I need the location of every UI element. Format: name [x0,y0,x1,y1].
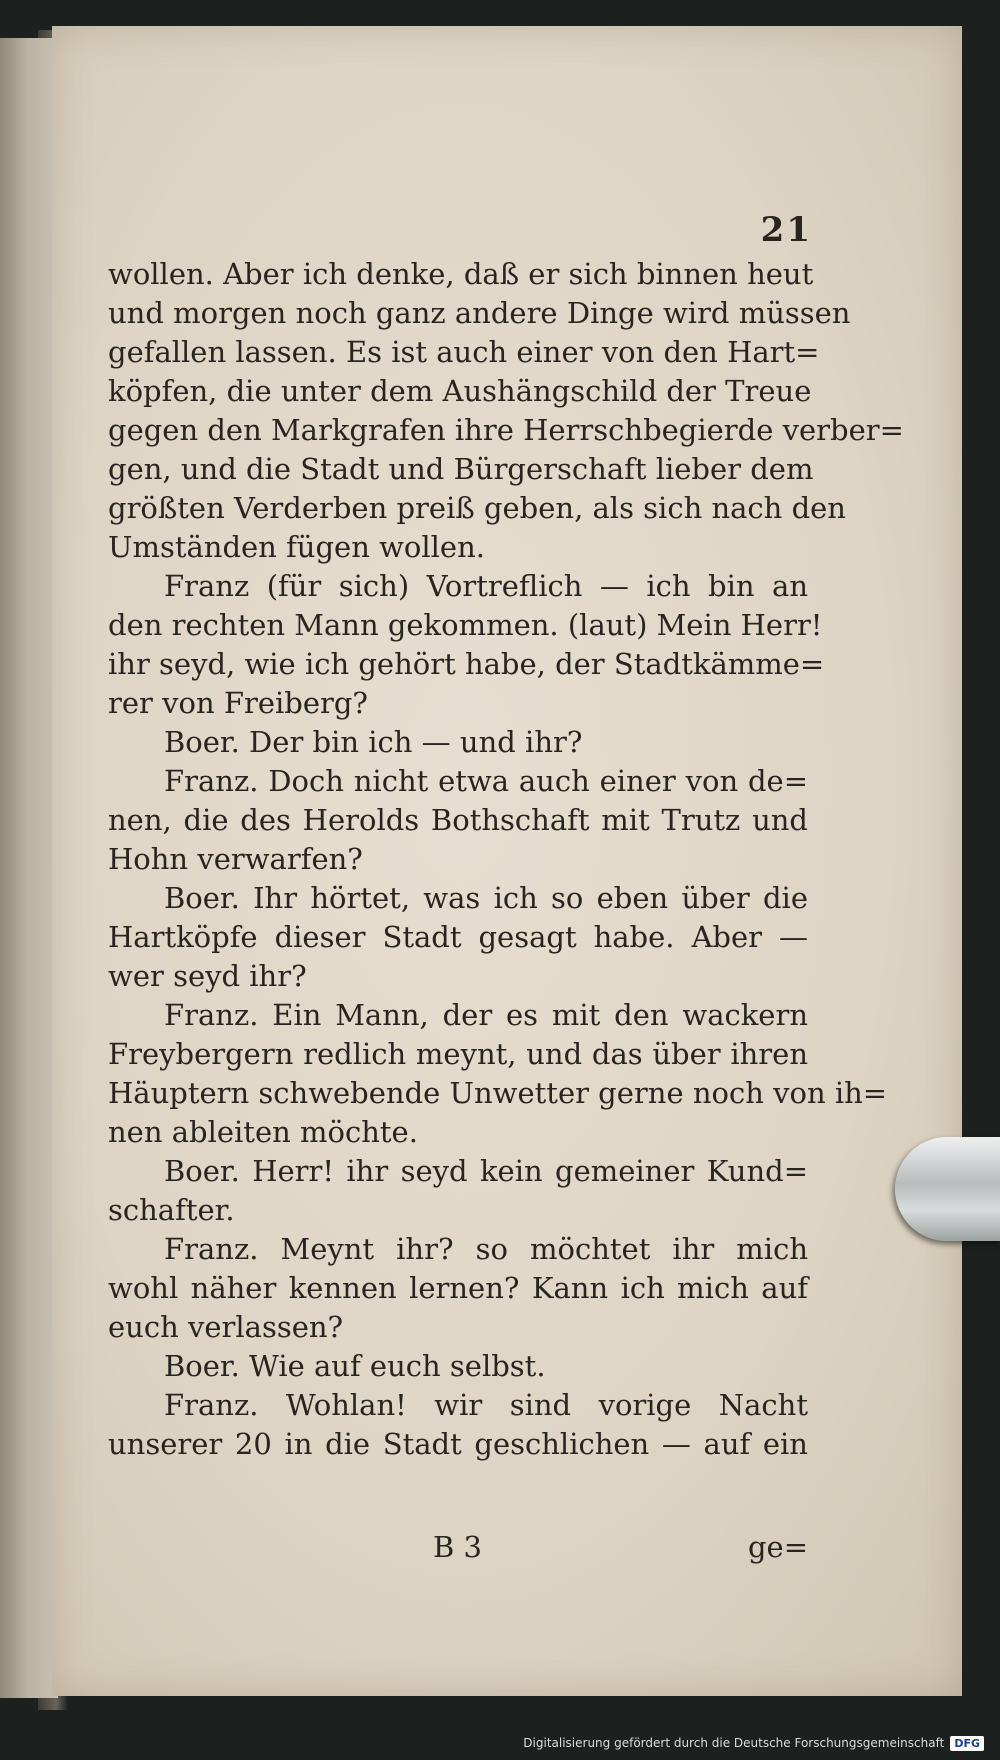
text-line: gefallen lassen. Es ist auch einer von den Hart= [108,335,820,369]
text-line: größten Verderben preiß geben, als sich nach den [108,491,846,525]
text-line: Umständen fügen wollen. [108,530,485,564]
text-line: und morgen noch ganz andere Dinge wird müssen [108,296,851,330]
text-line: rer von Freiberg? [108,686,368,720]
text-line: nen ableiten möchte. [108,1115,418,1149]
text-line: ihr seyd, wie ich gehört habe, der Stadtkämme= [108,647,825,681]
dialogue-line-boer: Boer. Der bin ich — und ihr? [164,725,583,759]
text-line: nen, die des Herolds Bothschaft mit Trutz und [108,803,808,837]
credit-text: Digitalisierung gefördert durch die Deutsche Forschungsgemeinschaft [523,1736,945,1750]
dialogue-line-boer: Boer. Ihr hörtet, was ich so eben über die [164,881,808,915]
page-number: 21 [760,210,812,250]
text-line: köpfen, die unter dem Aushängschild der Treue [108,374,812,408]
text-line: Häuptern schwebende Unwetter gerne noch von ih= [108,1076,888,1110]
text-line: Hohn verwarfen? [108,842,363,876]
dialogue-line-boer: Boer. Herr! ihr seyd kein gemeiner Kund= [164,1154,808,1188]
dialogue-line-franz: Franz. Doch nicht etwa auch einer von de= [164,764,808,798]
text-line: den rechten Mann gekommen. (laut) Mein Herr! [108,608,823,642]
text-line: wohl näher kennen lernen? Kann ich mich auf [108,1271,808,1305]
text-line: Hartköpfe dieser Stadt gesagt habe. Aber — [108,920,808,954]
signature-mark: B 3 [433,1530,482,1564]
text-line: euch verlassen? [108,1310,344,1344]
digitization-credit [523,1732,984,1754]
text-line: wer seyd ihr? [108,959,307,993]
text-line: Freybergern redlich meynt, und das über ihren [108,1037,808,1071]
dialogue-line-franz: Franz. Wohlan! wir sind vorige Nacht [164,1388,808,1422]
text-line: gegen den Markgrafen ihre Herrschbegierde verber= [108,413,904,447]
catchword: ge= [747,1530,808,1564]
page-footer [108,1530,808,1569]
text-line: unserer 20 in die Stadt geschlichen — auf ein [108,1427,808,1461]
dfg-logo: DFG [950,1736,984,1751]
page-body-text [108,255,904,1464]
dialogue-line-boer: Boer. Wie auf euch selbst. [164,1349,546,1383]
dialogue-line-franz: Franz (für sich) Vortreflich — ich bin an [164,569,808,603]
text-line: gen, und die Stadt und Bürgerschaft lieber dem [108,452,814,486]
page-clip [895,1137,1000,1241]
text-line: schafter. [108,1193,235,1227]
dialogue-line-franz: Franz. Ein Mann, der es mit den wackern [164,998,808,1032]
dialogue-line-franz: Franz. Meynt ihr? so möchtet ihr mich [164,1232,808,1266]
left-page-edge [0,38,58,1698]
text-line: wollen. Aber ich denke, daß er sich binnen heut [108,257,814,291]
